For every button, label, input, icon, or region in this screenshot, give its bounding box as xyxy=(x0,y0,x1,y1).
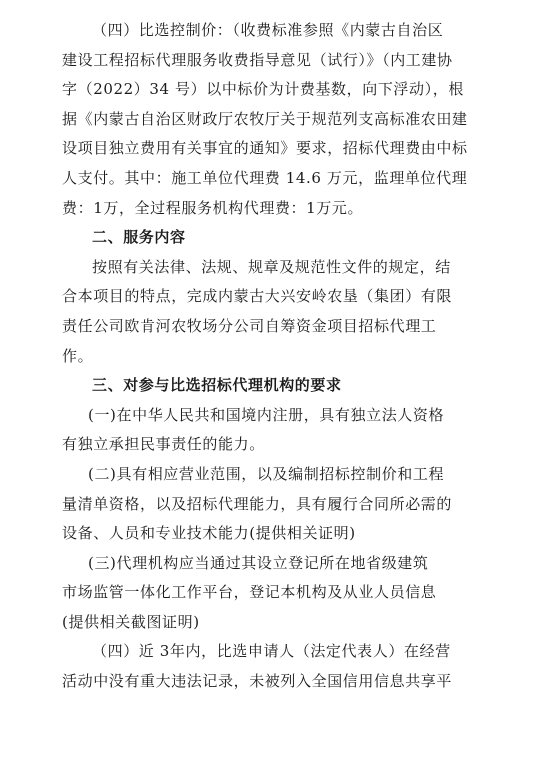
text-line: (一)在中华人民共和国境内注册，具有独立法人资格 xyxy=(88,405,445,424)
text-line: 设项目独立费用有关事宜的通知》要求，招标代理费由中标 xyxy=(62,139,468,158)
text-line: 有独立承担民事责任的能力。 xyxy=(62,435,265,454)
text-line: 设备、人员和专业技术能力(提供相关证明) xyxy=(62,524,356,543)
text-line: （四）比选控制价：（收费标准参照《内蒙古自治区 xyxy=(92,21,444,39)
text-line: 量清单资格，以及招标代理能力，具有履行合同所必需的 xyxy=(62,494,453,513)
text-line: 按照有关法律、法规、规章及规范性文件的规定，结 xyxy=(92,257,451,276)
text-line: 建设工程招标代理服务收费指导意见（试行）》（内工建协 xyxy=(62,50,453,69)
text-line: (二)具有相应营业范围，以及编制招标控制价和工程 xyxy=(88,464,445,483)
text-line: （四）近 3年内，比选申请人（法定代表人）在经营 xyxy=(92,642,451,661)
section-heading: 二、服务内容 xyxy=(92,228,186,247)
text-line: 市场监管一体化工作平台，登记本机构及从业人员信息 xyxy=(62,583,437,602)
text-line: 责任公司欧肯河农牧场分公司自筹资金项目招标代理工 xyxy=(62,316,437,335)
text-line: 费：1万，全过程服务机构代理费：1万元。 xyxy=(62,198,364,217)
text-line: 据《内蒙古自治区财政厅农牧厅关于规范列支高标准农田建 xyxy=(62,109,468,128)
text-line: 合本项目的特点，完成内蒙古大兴安岭农垦（集团）有限 xyxy=(62,287,453,306)
text-line: (三)代理机构应当通过其设立登记所在地省级建筑 xyxy=(88,553,429,572)
section-heading: 三、对参与比选招标代理机构的要求 xyxy=(92,376,342,395)
text-line: 作。 xyxy=(62,346,94,365)
text-line: 活动中没有重大违法记录，未被列入全国信用信息共享平 xyxy=(62,672,453,691)
text-line: 字（2022）34 号）以中标价为计费基数，向下浮动），根 xyxy=(62,80,464,99)
text-line: 人支付。其中：施工单位代理费 14.6 万元，监理单位代理 xyxy=(62,168,468,187)
text-line: (提供相关截图证明) xyxy=(62,612,200,631)
